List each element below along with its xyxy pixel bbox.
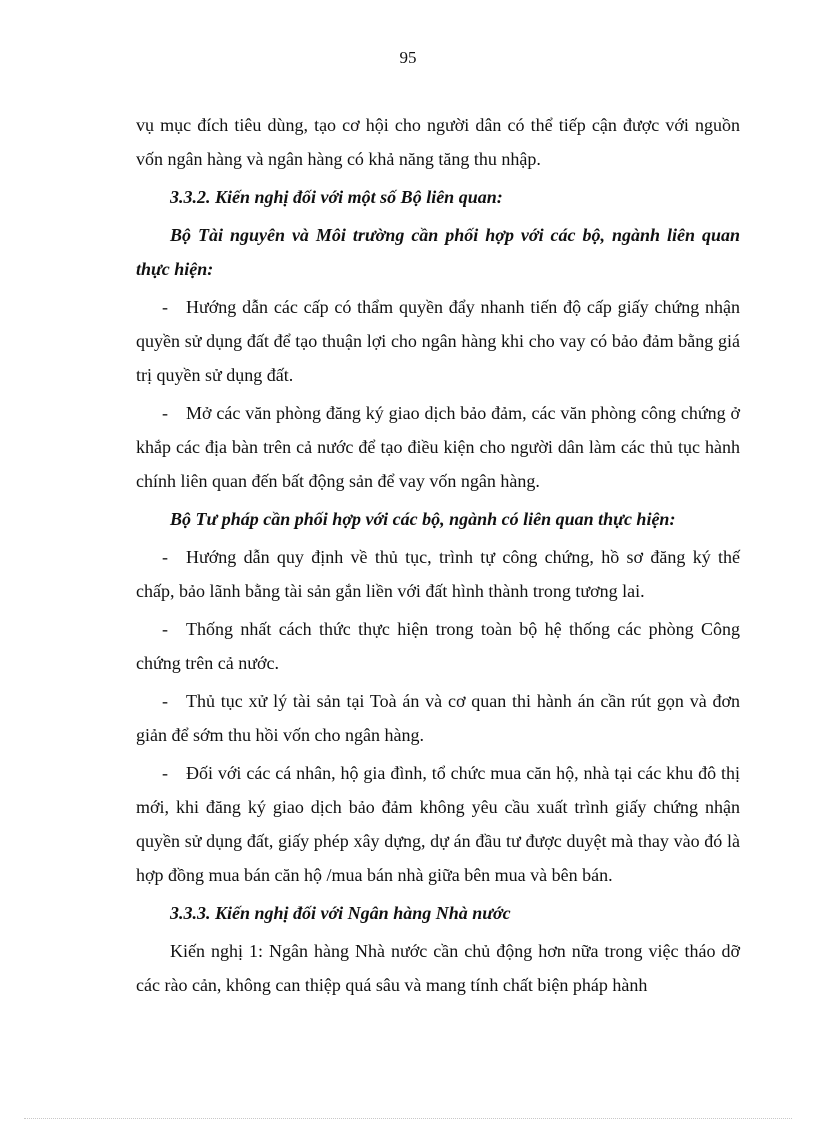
list-item [136, 756, 740, 892]
bullet-dash: - [162, 297, 168, 317]
bullet-text: Thủ tục xử lý tài sản tại Toà án và cơ quan thi hành án cần rút gọn và đơn giản để sớm thu hồi vốn cho ngân hàng. [136, 691, 740, 745]
bullet-text: Thống nhất cách thức thực hiện trong toàn bộ hệ thống các phòng Công chứng trên cả nước. [136, 619, 740, 673]
section-3-3-3-title: 3.3.3. Kiến nghị đối với Ngân hàng Nhà nước [170, 903, 511, 923]
document-body [136, 108, 740, 1002]
page-bottom-divider [24, 1118, 792, 1119]
bullet-text: Mở các văn phòng đăng ký giao dịch bảo đảm, các văn phòng công chứng ở khắp các địa bàn trên cả nước để tạo điều kiện cho người dân làm các thủ tục hành chính liên quan đến bất động sản để vay vốn ngân hàng. [136, 403, 740, 491]
list-item [136, 612, 740, 680]
bullet-dash: - [162, 403, 168, 423]
section-3-3-2-title: 3.3.2. Kiến nghị đối với một số Bộ liên quan: [170, 187, 503, 207]
bullet-dash: - [162, 691, 168, 711]
bullet-dash: - [162, 619, 168, 639]
bullet-text: Đối với các cá nhân, hộ gia đình, tổ chức mua căn hộ, nhà tại các khu đô thị mới, khi đăng ký giao dịch bảo đảm không yêu cầu xuất trình giấy chứng nhận quyền sử dụng đất, giấy phép xây dựng, dự án đầu tư được duyệt mà thay vào đó là hợp đồng mua bán căn hộ /mua bán nhà giữa bên mua và bên bán. [136, 763, 740, 885]
list-item [136, 684, 740, 752]
recommendation-1-paragraph: Kiến nghị 1: Ngân hàng Nhà nước cần chủ động hơn nữa trong việc tháo dỡ các rào cản, không can thiệp quá sâu và mang tính chất biện pháp hành [136, 941, 740, 995]
bullet-dash: - [162, 763, 168, 783]
bullet-text: Hướng dẫn quy định về thủ tục, trình tự công chứng, hồ sơ đăng ký thế chấp, bảo lãnh bằng tài sản gắn liền với đất hình thành trong tương lai. [136, 547, 740, 601]
list-item [136, 290, 740, 392]
list-item [136, 540, 740, 608]
intro-paragraph: vụ mục đích tiêu dùng, tạo cơ hội cho người dân có thể tiếp cận được với nguồn vốn ngân hàng và ngân hàng có khả năng tăng thu nhập. [136, 115, 740, 169]
ministry-justice-heading: Bộ Tư pháp cần phối hợp với các bộ, ngành có liên quan thực hiện: [170, 509, 676, 529]
bullet-text: Hướng dẫn các cấp có thẩm quyền đẩy nhanh tiến độ cấp giấy chứng nhận quyền sử dụng đất để tạo thuận lợi cho ngân hàng khi cho vay có bảo đảm bằng giá trị quyền sử dụng đất. [136, 297, 740, 385]
page-number: 95 [399, 48, 417, 67]
bullet-dash: - [162, 547, 168, 567]
ministry-resources-heading: Bộ Tài nguyên và Môi trường cần phối hợp với các bộ, ngành liên quan thực hiện: [136, 225, 740, 279]
list-item [136, 396, 740, 498]
